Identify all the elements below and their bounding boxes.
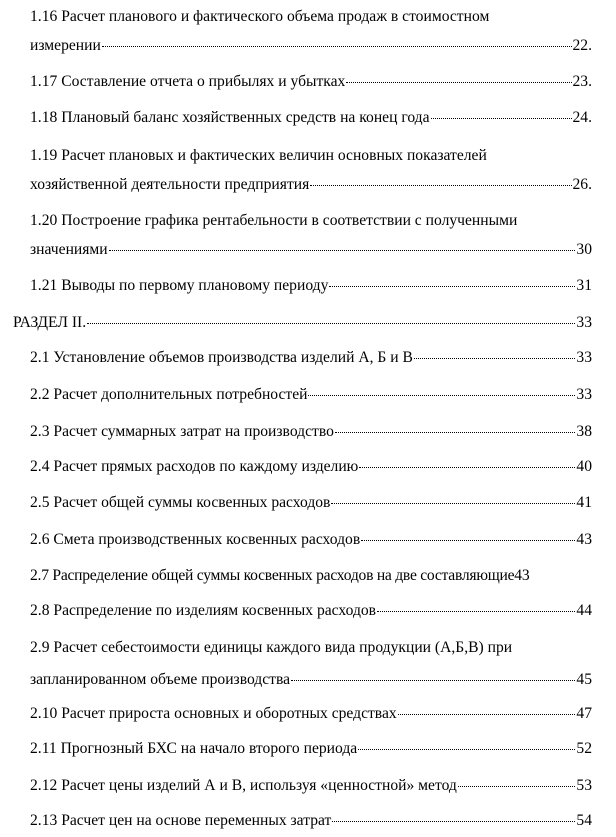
toc-page-number: 33 [576,349,592,366]
toc-entry-text: 1.21 Выводы по первому плановому периоду [30,277,329,294]
toc-page-number: 43 [576,531,592,548]
toc-page-number: 22. [572,37,592,54]
dot-leader [329,286,575,287]
toc-entry-2-7 [30,561,605,590]
toc-entry-text: 2.9 Расчет себестоимости единицы каждого вида продукции (А,Б,В) при [30,639,513,656]
toc-page-number: 31 [576,277,592,294]
dot-leader [87,323,575,324]
toc-entry-text: 2.8 Распределение по изделиям косвенных расходов [30,602,377,619]
dot-leader [358,749,575,750]
toc-entry-text: 2.3 Расчет суммарных затрат на производство [30,423,334,440]
toc-entry-text: 2.7 Распределение общей суммы косвенных расходов на две составляющие [30,567,515,584]
toc-entry-2-9 [30,633,592,694]
dot-leader [346,82,571,83]
toc-entry-text: хозяйственной деятельности предприятия [30,176,310,193]
toc-entry-2-3 [30,417,592,446]
toc-page-number: 41 [576,494,592,511]
toc-page-number: 26. [572,176,592,193]
toc-entry-text: 1.19 Расчет плановых и фактических величин основных показателей [30,147,487,164]
dot-leader [377,611,575,612]
dot-leader [458,786,576,787]
toc-page-number: 30 [576,241,592,258]
toc-entry-1-17 [30,67,592,96]
dot-leader [102,46,572,47]
toc-page-number: 45 [576,671,592,688]
toc-entry-text: 2.10 Расчет прироста основных и оборотных средствах [30,705,397,722]
toc-entry-text: измерении [30,37,101,54]
dot-leader [431,118,572,119]
dot-leader [308,395,575,396]
toc-page-number: 33 [576,314,592,331]
toc-page-number: 38 [576,423,592,440]
toc-entry-1-18 [30,103,592,132]
toc-page-number: 53 [576,777,592,794]
toc-entry-2-1 [30,343,592,372]
toc-entry-1-19 [30,141,592,199]
toc-entry-text: 1.16 Расчет планового и фактического объема продаж в стоимостном [30,8,490,25]
toc-entry-text: 1.17 Составление отчета о прибылях и убытках [30,73,346,90]
toc-entry-text: 1.18 Плановый баланс хозяйственных средств на конец года [30,109,430,126]
toc-entry-2-6 [30,525,592,554]
toc-entry-text: 2.1 Установление объемов производства изделий А, Б и В [30,349,413,366]
toc-page-number: 33 [576,386,592,403]
toc-entry-text: 2.4 Расчет прямых расходов по каждому изделию [30,458,359,475]
toc-entry-text: 2.6 Смета производственных косвенных расходов [30,531,361,548]
toc-entry-text: 2.11 Прогнозный БХС на начало второго периода [30,740,358,757]
toc-page-number: 43 [514,567,530,584]
toc-entry-1-21 [30,271,592,300]
toc-entry-2-10 [30,699,592,728]
dot-leader [361,540,575,541]
toc-entry-text: значениями [30,241,108,258]
dot-leader [359,467,575,468]
dot-leader [398,714,576,715]
dot-leader [109,250,576,251]
dot-leader [331,503,575,504]
toc-section-heading: РАЗДЕЛ II. [13,314,87,331]
toc-section-2 [13,308,592,337]
toc-entry-text: 2.5 Расчет общей суммы косвенных расходов [30,494,331,511]
dot-leader [332,821,575,822]
toc-entry-1-16 [30,2,592,60]
toc-entry-text: 1.20 Построение графика рентабельности в соответствии с полученными [30,212,518,229]
toc-entry-text: 2.12 Расчет цены изделий А и В, используя «ценностной» метод [30,777,457,794]
toc-page-number: 23. [572,73,592,90]
dot-leader [414,358,576,359]
dot-leader [310,185,571,186]
toc-entry-2-13 [30,806,592,835]
toc-entry-2-12 [30,771,592,800]
toc-entry-2-11 [30,734,592,763]
toc-entry-2-2 [30,380,592,409]
toc-entry-2-8 [30,596,592,625]
toc-entry-2-4 [30,452,592,481]
dot-leader [291,680,575,681]
toc-page-number: 44 [576,602,592,619]
toc-entry-text: 2.2 Расчет дополнительных потребностей [30,386,308,403]
dot-leader [335,432,576,433]
toc-page-number: 24. [572,109,592,126]
toc-page-number: 52 [576,740,592,757]
toc-entry-text: 2.13 Расчет цен на основе переменных затрат [30,812,332,829]
toc-entry-text: запланированном объеме производства [30,671,291,688]
toc-entry-2-5 [30,488,592,517]
toc-entry-1-20 [30,206,592,264]
toc-page-number: 40 [576,458,592,475]
toc-page-number: 54 [576,812,592,829]
toc-page-number: 47 [576,705,592,722]
